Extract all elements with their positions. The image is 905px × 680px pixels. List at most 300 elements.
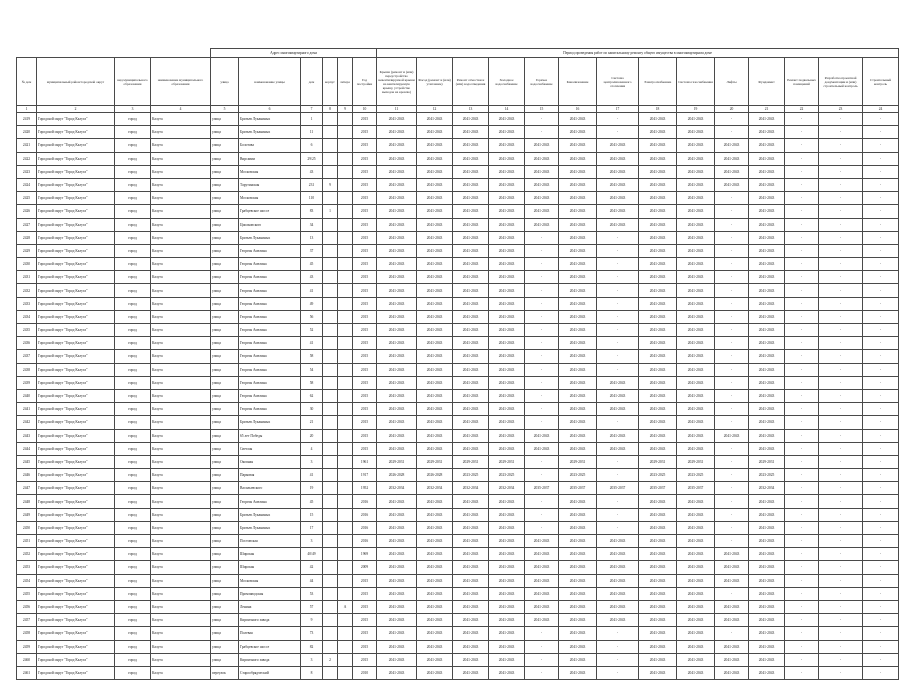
table-row xyxy=(17,429,899,442)
table-cell: 2041-2043 xyxy=(489,297,525,310)
table-cell: 2026-2028 xyxy=(417,469,453,482)
table-cell: 2041-2043 xyxy=(489,640,525,653)
table-cell: - xyxy=(525,653,559,666)
table-cell: 2041-2043 xyxy=(377,244,417,257)
table-cell: 2041-2043 xyxy=(559,376,597,389)
table-cell: 2041-2043 xyxy=(453,653,489,666)
table-cell: 2041-2043 xyxy=(559,548,597,561)
table-cell: - xyxy=(819,521,863,534)
table-cell: 2015 xyxy=(353,653,377,666)
table-cell: 2041-2043 xyxy=(417,521,453,534)
table-cell: 2041-2043 xyxy=(453,310,489,323)
table-cell: 2026-2028 xyxy=(377,469,417,482)
table-cell: 2015 xyxy=(353,310,377,323)
table-cell: 2041-2043 xyxy=(749,205,785,218)
table-cell: 2041-2043 xyxy=(417,337,453,350)
table-cell: - xyxy=(785,587,819,600)
table-cell: 2041-2043 xyxy=(715,429,749,442)
table-cell: 2041-2043 xyxy=(377,376,417,389)
table-cell: 2041-2043 xyxy=(639,416,677,429)
column-number: 17 xyxy=(597,106,639,113)
table-cell: 2041-2043 xyxy=(453,640,489,653)
table-row xyxy=(17,271,899,284)
table-cell: - xyxy=(819,192,863,205)
table-cell: Братьев Луканиных xyxy=(239,126,301,139)
table-cell: 2041-2043 xyxy=(377,508,417,521)
table-cell: 2041-2043 xyxy=(453,535,489,548)
table-cell: 2041-2043 xyxy=(489,666,525,679)
table-cell: - xyxy=(863,495,899,508)
table-cell: Калуга xyxy=(151,231,211,244)
column-header: Разработка проектной документации и (или) строительный контроль xyxy=(819,58,863,106)
table-cell: Городской округ "Город Калуга" xyxy=(37,271,115,284)
table-cell: 2041-2043 xyxy=(639,126,677,139)
table-cell: 2041-2043 xyxy=(597,165,639,178)
table-cell: - xyxy=(715,205,749,218)
table-cell: 2041-2043 xyxy=(639,548,677,561)
table-cell: - xyxy=(525,337,559,350)
table-cell: улица xyxy=(211,178,239,191)
table-cell: 2041-2043 xyxy=(639,429,677,442)
table-cell: Калуга xyxy=(151,482,211,495)
table-cell xyxy=(338,548,353,561)
table-cell: 2041-2043 xyxy=(639,113,677,126)
table-cell: - xyxy=(525,627,559,640)
table-cell: 2041-2043 xyxy=(749,337,785,350)
column-header: Фундамент xyxy=(749,58,785,106)
table-cell: 58 xyxy=(301,350,323,363)
table-cell: 2041-2043 xyxy=(639,561,677,574)
table-cell: город xyxy=(115,244,151,257)
table-cell: 2041-2043 xyxy=(639,297,677,310)
table-cell: 2041-2043 xyxy=(453,574,489,587)
table-cell: 2009 xyxy=(353,561,377,574)
table-cell: 2029-2031 xyxy=(417,455,453,468)
table-cell: 2041-2043 xyxy=(715,614,749,627)
table-cell: город xyxy=(115,666,151,679)
table-cell: 2041-2043 xyxy=(489,152,525,165)
table-cell: - xyxy=(525,363,559,376)
table-cell: 2041-2043 xyxy=(489,139,525,152)
table-cell: - xyxy=(819,482,863,495)
table-cell xyxy=(338,455,353,468)
table-cell: Калуга xyxy=(151,205,211,218)
table-cell: - xyxy=(715,337,749,350)
table-cell: 2023-2025 xyxy=(639,469,677,482)
table-cell: 2041-2043 xyxy=(639,205,677,218)
table-cell: 2041-2043 xyxy=(417,192,453,205)
table-cell: - xyxy=(819,627,863,640)
table-cell: город xyxy=(115,297,151,310)
table-cell: 2041-2043 xyxy=(749,574,785,587)
table-cell: - xyxy=(819,508,863,521)
table-cell: Городской округ "Город Калуга" xyxy=(37,614,115,627)
table-cell: 2015 xyxy=(353,218,377,231)
table-cell: улица xyxy=(211,271,239,284)
table-cell: - xyxy=(863,587,899,600)
table-cell: - xyxy=(597,258,639,271)
table-cell: - xyxy=(819,403,863,416)
table-cell: 2041-2043 xyxy=(749,152,785,165)
table-cell: 2041-2043 xyxy=(377,574,417,587)
table-cell: 6 xyxy=(301,139,323,152)
table-cell: - xyxy=(819,389,863,402)
table-cell: город xyxy=(115,192,151,205)
table-cell: - xyxy=(863,508,899,521)
table-cell: 2041-2043 xyxy=(525,548,559,561)
table-cell: 2041-2043 xyxy=(489,205,525,218)
table-cell: Городской округ "Город Калуга" xyxy=(37,113,115,126)
table-cell: - xyxy=(819,218,863,231)
table-cell: - xyxy=(863,284,899,297)
column-header: Крыша (ремонт и (или) переустройство невентилируемой крыши на вентилируемую крышу, устройство выходов на кровлю) xyxy=(377,58,417,106)
table-cell: Городской округ "Город Калуга" xyxy=(37,389,115,402)
table-cell xyxy=(338,152,353,165)
table-cell: 2041-2043 xyxy=(639,284,677,297)
table-cell: 2041-2043 xyxy=(417,535,453,548)
table-cell: Калуга xyxy=(151,508,211,521)
table-row xyxy=(17,231,899,244)
table-cell: 2041-2043 xyxy=(715,574,749,587)
table-cell: - xyxy=(525,416,559,429)
table-cell: 2041-2043 xyxy=(453,284,489,297)
table-cell: 11 xyxy=(301,126,323,139)
table-cell: 2041-2043 xyxy=(559,614,597,627)
table-cell: 2016 xyxy=(353,521,377,534)
table-cell: - xyxy=(597,324,639,337)
table-cell: Городской округ "Город Калуга" xyxy=(37,126,115,139)
table-cell: 2041-2043 xyxy=(417,495,453,508)
table-cell: 2035-2037 xyxy=(525,482,559,495)
column-number: 13 xyxy=(453,106,489,113)
table-cell: - xyxy=(715,403,749,416)
table-cell: - xyxy=(715,324,749,337)
column-header: литера xyxy=(338,58,353,106)
table-row xyxy=(17,666,899,679)
table-cell: 2421 xyxy=(17,139,37,152)
column-number: 21 xyxy=(749,106,785,113)
column-header: муниципальный район/городской округ xyxy=(37,58,115,106)
table-cell: 2041-2043 xyxy=(453,614,489,627)
table-cell: Городской округ "Город Калуга" xyxy=(37,284,115,297)
table-cell: - xyxy=(597,416,639,429)
table-cell: - xyxy=(715,192,749,205)
table-cell: улица xyxy=(211,455,239,468)
table-cell: - xyxy=(715,231,749,244)
table-cell: улица xyxy=(211,508,239,521)
table-cell: Калуга xyxy=(151,640,211,653)
table-cell: 2041-2043 xyxy=(597,574,639,587)
table-cell: 41 xyxy=(301,469,323,482)
table-cell: - xyxy=(785,614,819,627)
table-cell: - xyxy=(785,521,819,534)
table-cell: Городской округ "Город Калуга" xyxy=(37,205,115,218)
table-cell xyxy=(338,495,353,508)
table-cell: 2041-2043 xyxy=(489,310,525,323)
table-row xyxy=(17,469,899,482)
table-cell: 2041-2043 xyxy=(453,403,489,416)
table-cell: 2041-2043 xyxy=(417,416,453,429)
table-cell: улица xyxy=(211,139,239,152)
table-cell: 2447 xyxy=(17,482,37,495)
table-cell: улица xyxy=(211,165,239,178)
table-cell: Калуга xyxy=(151,218,211,231)
table-cell: - xyxy=(715,258,749,271)
table-cell: 2434 xyxy=(17,310,37,323)
table-cell: 2041-2043 xyxy=(677,376,715,389)
table-cell: Городской округ "Город Калуга" xyxy=(37,350,115,363)
table-cell: 2041-2043 xyxy=(749,271,785,284)
table-cell: - xyxy=(785,192,819,205)
table-cell: Городской округ "Город Калуга" xyxy=(37,258,115,271)
column-header: Система централизованного отопления xyxy=(597,58,639,106)
table-cell: 2041-2043 xyxy=(453,495,489,508)
table-cell: 2041-2043 xyxy=(749,666,785,679)
table-cell: 2041-2043 xyxy=(525,574,559,587)
table-cell: - xyxy=(597,350,639,363)
table-cell: 2041-2043 xyxy=(489,271,525,284)
table-cell: 2041-2043 xyxy=(525,192,559,205)
table-cell: - xyxy=(715,363,749,376)
column-number-row xyxy=(17,106,899,113)
table-cell: город xyxy=(115,271,151,284)
table-cell: город xyxy=(115,469,151,482)
table-cell: улица xyxy=(211,192,239,205)
table-cell xyxy=(338,297,353,310)
table-cell: Георгия Амелина xyxy=(239,363,301,376)
table-cell: Городской округ "Город Калуга" xyxy=(37,416,115,429)
table-cell: 2041-2043 xyxy=(489,218,525,231)
table-cell xyxy=(323,495,338,508)
table-cell: город xyxy=(115,337,151,350)
table-cell: 20 xyxy=(301,429,323,442)
table-cell: улица xyxy=(211,205,239,218)
table-cell: 2041-2043 xyxy=(417,587,453,600)
table-cell: 2015 xyxy=(353,271,377,284)
table-cell: 41 xyxy=(301,337,323,350)
table-cell: Постовская xyxy=(239,535,301,548)
table-cell: - xyxy=(525,508,559,521)
table-cell: - xyxy=(597,231,639,244)
table-cell: 2041-2043 xyxy=(597,218,639,231)
table-cell xyxy=(338,310,353,323)
table-cell: 2041-2043 xyxy=(489,416,525,429)
table-cell: Калуга xyxy=(151,363,211,376)
table-cell: 2041-2043 xyxy=(749,627,785,640)
table-cell: 2041-2043 xyxy=(453,363,489,376)
table-cell: город xyxy=(115,178,151,191)
table-row xyxy=(17,482,899,495)
table-cell: - xyxy=(863,324,899,337)
table-cell: 3 xyxy=(301,653,323,666)
table-cell: 110 xyxy=(301,192,323,205)
table-cell: 2041-2043 xyxy=(453,244,489,257)
table-cell: 2041-2043 xyxy=(377,152,417,165)
column-header: Холодное водоснабжение xyxy=(489,58,525,106)
table-cell: - xyxy=(863,640,899,653)
table-cell xyxy=(323,389,338,402)
table-cell: переулок xyxy=(211,666,239,679)
table-cell: Вирсавии xyxy=(239,152,301,165)
table-cell: - xyxy=(785,350,819,363)
table-cell: - xyxy=(819,653,863,666)
column-number: 20 xyxy=(715,106,749,113)
table-cell: 2041-2043 xyxy=(749,297,785,310)
table-cell xyxy=(338,376,353,389)
table-cell: - xyxy=(785,271,819,284)
table-row xyxy=(17,495,899,508)
table-cell: - xyxy=(819,600,863,613)
table-cell: - xyxy=(525,244,559,257)
table-cell: 2041-2043 xyxy=(677,600,715,613)
table-cell: Калуга xyxy=(151,627,211,640)
table-cell: город xyxy=(115,284,151,297)
table-cell: Георгия Амелина xyxy=(239,310,301,323)
table-cell: 2457 xyxy=(17,614,37,627)
table-row xyxy=(17,508,899,521)
table-cell: - xyxy=(819,640,863,653)
table-cell: 2041-2043 xyxy=(525,139,559,152)
table-cell: 2041-2043 xyxy=(559,521,597,534)
table-cell: Калуга xyxy=(151,337,211,350)
table-cell: Городской округ "Город Калуга" xyxy=(37,297,115,310)
table-cell: - xyxy=(863,192,899,205)
table-cell: Окопная xyxy=(239,455,301,468)
table-cell: 2041-2043 xyxy=(639,521,677,534)
table-cell: 2429 xyxy=(17,244,37,257)
table-cell: 2029-2031 xyxy=(677,455,715,468)
column-header: Горячее водоснабжение xyxy=(525,58,559,106)
table-cell: 54 xyxy=(301,363,323,376)
table-cell: - xyxy=(863,231,899,244)
table-cell: 2015 xyxy=(353,324,377,337)
table-cell: - xyxy=(785,126,819,139)
table-row xyxy=(17,324,899,337)
table-body xyxy=(17,113,899,680)
table-cell: Калуга xyxy=(151,192,211,205)
table-cell: 2041-2043 xyxy=(417,139,453,152)
table-cell: 2041-2043 xyxy=(639,258,677,271)
table-cell: 2041-2043 xyxy=(597,429,639,442)
table-cell: 2041-2043 xyxy=(525,205,559,218)
column-header: Электроснабжение xyxy=(639,58,677,106)
table-cell: улица xyxy=(211,640,239,653)
table-cell: 2041-2043 xyxy=(677,416,715,429)
table-cell xyxy=(323,337,338,350)
table-cell: Городской округ "Город Калуга" xyxy=(37,495,115,508)
table-cell: - xyxy=(819,337,863,350)
table-cell: - xyxy=(597,640,639,653)
table-cell: улица xyxy=(211,324,239,337)
table-cell: Георгия Амелина xyxy=(239,495,301,508)
table-cell: Городской округ "Город Калуга" xyxy=(37,403,115,416)
table-cell: город xyxy=(115,126,151,139)
table-cell: город xyxy=(115,627,151,640)
table-cell: Городской округ "Город Калуга" xyxy=(37,337,115,350)
table-cell xyxy=(323,429,338,442)
table-cell xyxy=(338,139,353,152)
table-cell: город xyxy=(115,614,151,627)
table-cell xyxy=(338,614,353,627)
table-cell: улица xyxy=(211,548,239,561)
table-cell: 2041-2043 xyxy=(559,337,597,350)
table-cell: 52 xyxy=(301,324,323,337)
table-cell: 58 xyxy=(301,376,323,389)
table-cell: 2041-2043 xyxy=(377,324,417,337)
table-cell: 2015 xyxy=(353,205,377,218)
table-cell: 2041-2043 xyxy=(453,337,489,350)
table-cell: 2439 xyxy=(17,376,37,389)
address-group-header: Адрес многоквартирного дома xyxy=(211,49,377,58)
table-cell: Городской округ "Город Калуга" xyxy=(37,666,115,679)
column-number: 22 xyxy=(785,106,819,113)
table-cell: Городской округ "Город Калуга" xyxy=(37,482,115,495)
table-cell: 2041-2043 xyxy=(677,205,715,218)
table-cell: 2041-2043 xyxy=(417,231,453,244)
table-cell: Калуга xyxy=(151,455,211,468)
table-cell: - xyxy=(597,666,639,679)
table-cell: 2041-2043 xyxy=(715,152,749,165)
table-cell: улица xyxy=(211,574,239,587)
table-cell: 2041-2043 xyxy=(677,284,715,297)
column-number: 24 xyxy=(863,106,899,113)
table-cell: 2041-2043 xyxy=(677,231,715,244)
table-cell: - xyxy=(863,310,899,323)
table-cell: 2041-2043 xyxy=(417,258,453,271)
table-cell: город xyxy=(115,310,151,323)
table-cell: Городской округ "Город Калуга" xyxy=(37,548,115,561)
table-cell: 2443 xyxy=(17,429,37,442)
table-cell: 2041-2043 xyxy=(377,284,417,297)
table-cell: - xyxy=(715,627,749,640)
table-cell: 2041-2043 xyxy=(677,653,715,666)
table-cell: 45 xyxy=(301,495,323,508)
table-cell: 65 лет Победы xyxy=(239,429,301,442)
table-cell: 2041-2043 xyxy=(453,297,489,310)
table-cell: 2041-2043 xyxy=(677,363,715,376)
table-cell: - xyxy=(715,587,749,600)
table-cell: Городской округ "Город Калуга" xyxy=(37,363,115,376)
table-cell: улица xyxy=(211,495,239,508)
table-cell: 2029-2031 xyxy=(749,455,785,468)
table-cell: город xyxy=(115,363,151,376)
table-cell: Калуга xyxy=(151,600,211,613)
table-cell xyxy=(323,416,338,429)
table-cell xyxy=(338,653,353,666)
table-cell: 2041-2043 xyxy=(377,429,417,442)
table-row xyxy=(17,139,899,152)
column-header: Лифты xyxy=(715,58,749,106)
table-cell: 2041-2043 xyxy=(677,389,715,402)
table-cell: 53 xyxy=(301,587,323,600)
table-cell: 2041-2043 xyxy=(559,297,597,310)
table-cell xyxy=(338,442,353,455)
table-cell: Калуга xyxy=(151,495,211,508)
table-cell: - xyxy=(785,416,819,429)
table-cell: - xyxy=(525,284,559,297)
table-cell: - xyxy=(597,113,639,126)
table-cell: 2041-2043 xyxy=(377,218,417,231)
table-cell: - xyxy=(715,495,749,508)
table-cell: 3 xyxy=(301,455,323,468)
table-cell: 2437 xyxy=(17,350,37,363)
table-cell: 2015 xyxy=(353,258,377,271)
table-cell: улица xyxy=(211,113,239,126)
table-cell: 2451 xyxy=(17,535,37,548)
table-cell: - xyxy=(597,521,639,534)
table-row xyxy=(17,205,899,218)
table-cell: 2041-2043 xyxy=(489,548,525,561)
